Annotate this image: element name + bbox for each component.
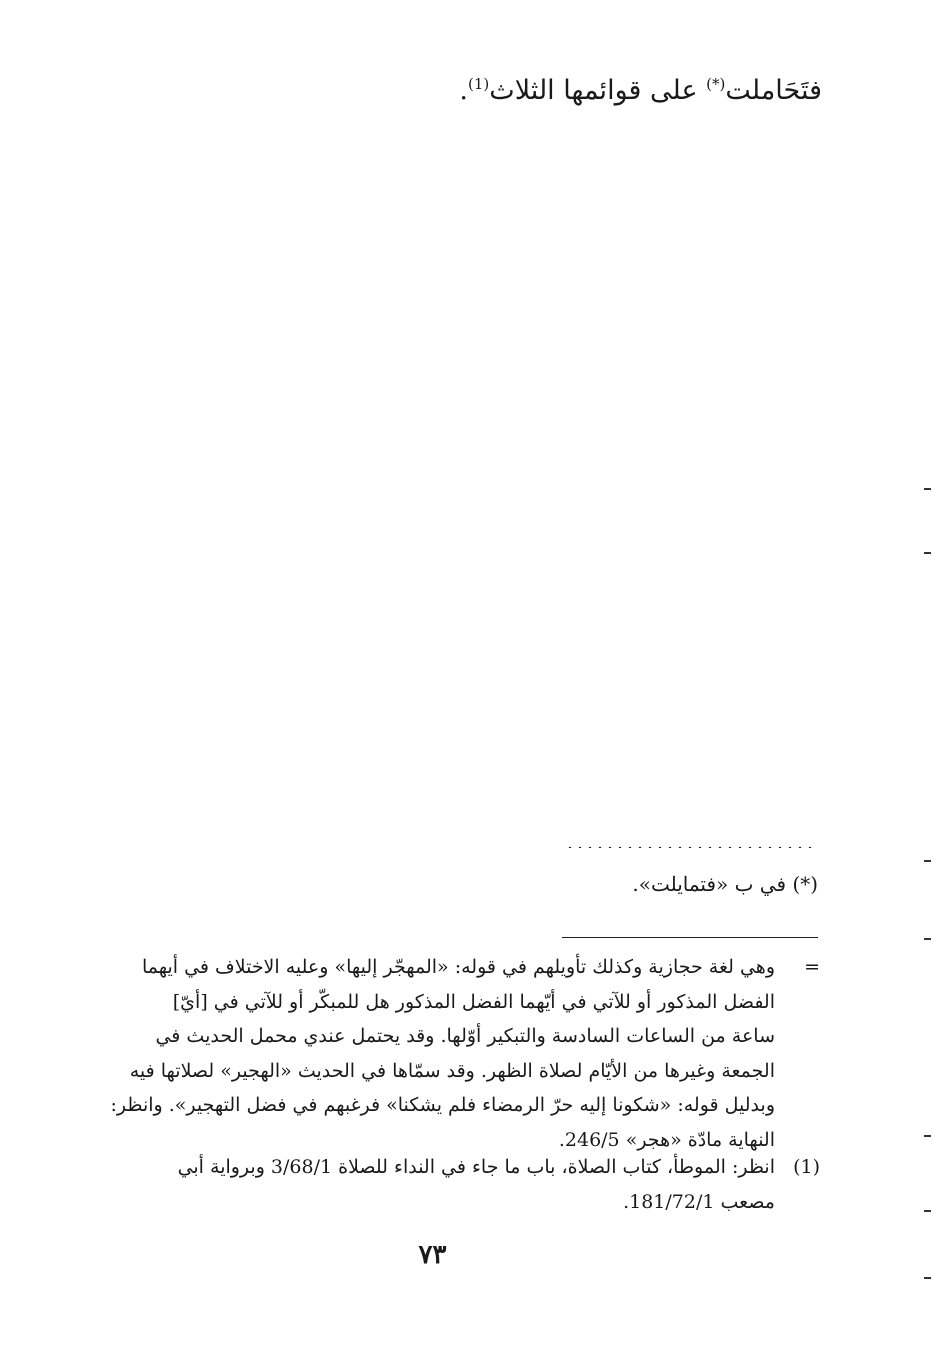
- edge-scan-mark: [924, 1135, 931, 1137]
- edge-scan-mark: [924, 1210, 931, 1212]
- footnote-1: [70, 1150, 820, 1219]
- main-text-rest: على قوائمها الثلاث: [489, 75, 698, 106]
- footnote-star: [632, 870, 818, 898]
- footnote-line: وهي لغة حجازية وكذلك تأويلهم في قوله: «المهجّر إليها» وعليه الاختلاف في أيهما: [141, 956, 775, 978]
- footnote-line: الفضل المذكور أو للآتي في أيّهما الفضل المذكور هل للمبكّر أو للآتي في [أيّ]: [172, 990, 775, 1013]
- edge-scan-mark: [924, 860, 931, 862]
- edge-scan-mark: [924, 488, 931, 490]
- page-number: ٧٣: [418, 1240, 447, 1270]
- edge-scan-mark: [924, 1277, 931, 1279]
- footnote-rule: [562, 937, 818, 938]
- footnote-1-body: [70, 1150, 775, 1219]
- footnote-line: الجمعة وغيرها من الأيّام لصلاة الظهر. وقد سمّاها في الحديث «الهجير» لصلاتها فيه: [129, 1059, 775, 1082]
- footnote-line: انظر: الموطأ، كتاب الصلاة، باب ما جاء في النداء للصلاة 3/68/1 وبرواية أبي: [177, 1156, 775, 1178]
- footnote-line: مصعب 181/72/1.: [623, 1190, 775, 1213]
- footnote-star-text: في ب «فتمايلت».: [632, 872, 787, 896]
- footnote-line: النهاية مادّة «هجر» 246/5.: [558, 1128, 775, 1151]
- footnote-star-reference: (*): [706, 75, 726, 93]
- main-text-word: فتَحَاملت: [725, 75, 822, 106]
- dotted-separator: [565, 846, 817, 848]
- main-text-line: [459, 72, 822, 110]
- main-text-end: .: [459, 75, 469, 106]
- footnote-1-marker: (1): [793, 1156, 820, 1178]
- footnote-line: وبدليل قوله: «شكونا إليه حرّ الرمضاء فلم يشكنا» فرغبهم في فضل التهجير». وانظر:: [110, 1094, 775, 1116]
- edge-scan-mark: [924, 552, 931, 554]
- footnote-1-reference: (1): [468, 75, 490, 93]
- continuation-marker: =: [804, 956, 820, 978]
- footnote-star-marker: (*): [792, 872, 818, 896]
- footnote-continuation: [70, 950, 820, 1157]
- footnote-line: ساعة من الساعات السادسة والتبكير أوّلها. وقد يحتمل عندي محمل الحديث في: [155, 1025, 775, 1047]
- edge-scan-mark: [924, 938, 931, 940]
- footnote-continuation-body: [70, 950, 775, 1157]
